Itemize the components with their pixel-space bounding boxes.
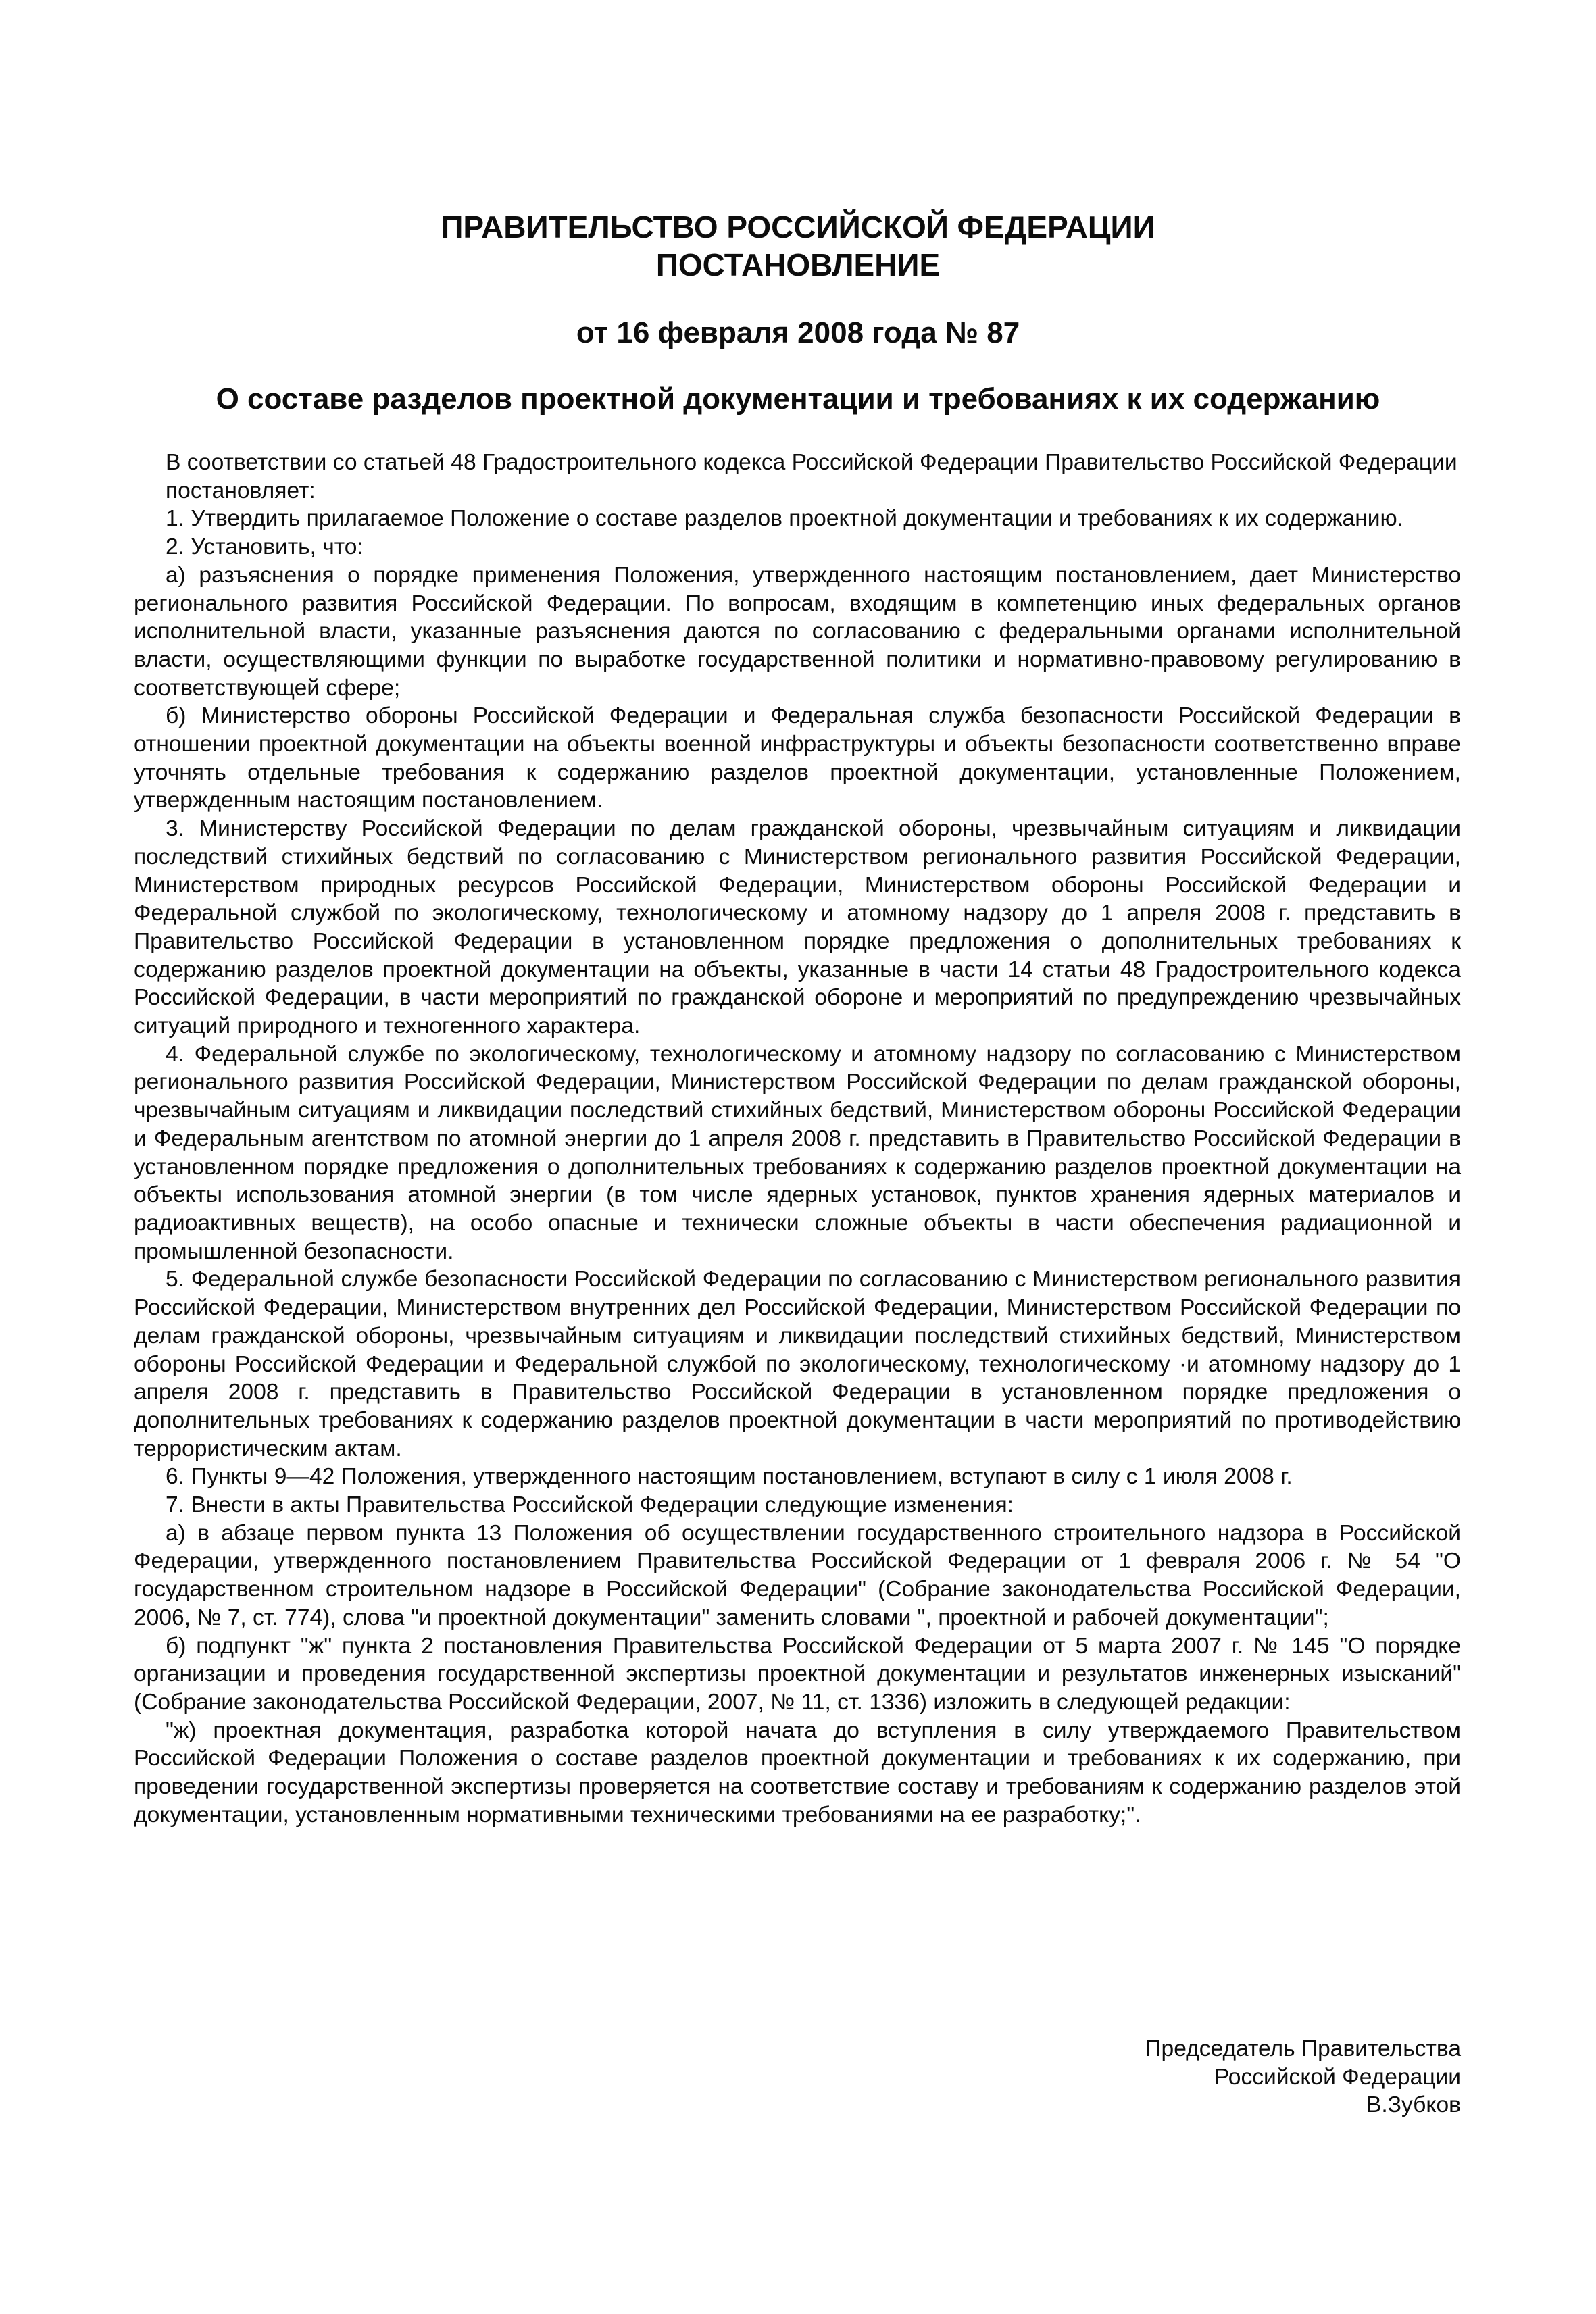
clause-2-a: а) разъяснения о порядке применения Положения, утвержденного настоящим постановлением, дает Министерство регионального развития Российской Федерации. По вопросам, входящим в компетенцию иных федеральных органов исполнительной власти, указанные разъяснения даются по согласованию с федеральными органами исполнительной власти, осуществляющими функции по выработке государственной политики и нормативно-правовому регулированию в соответствующей сфере; [134, 562, 1461, 701]
signatory-position-line-1: Председатель Правительства [1145, 2036, 1461, 2061]
signature-block [1145, 2035, 1461, 2119]
clause-7-b: б) подпункт "ж" пункта 2 постановления Правительства Российской Федерации от 5 марта 2007 г. № 145 "О порядке организации и проведения государственной экспертизы проектной документации и результатов инженерных изысканий" (Собрание законодательства Российской Федерации, 2007, № 11, ст. 1336) изложить в следующей редакции: [134, 1633, 1461, 1715]
clause-1: 1. Утвердить прилагаемое Положение о составе разделов проектной документации и требованиях к их содержанию. [166, 506, 1404, 532]
clause-5: 5. Федеральной службе безопасности Российской Федерации по согласованию с Министерством регионального развития Российской Федерации, Министерством внутренних дел Российской Федерации, Министерством Российской Федерации по делам гражданской обороны, чрезвычайным ситуациям и ликвидации последствий стихийных бедствий, Министерством обороны Российской Федерации и Федеральной службой по экологическому, технологическому ·и атомному надзору до 1 апреля 2008 г. представить в Правительство Российской Федерации в установленном порядке предложения о дополнительных требованиях к содержанию разделов проектной документации в части мероприятий по противодействию террористическим актам. [134, 1267, 1461, 1461]
clause-7-a: а) в абзаце первом пункта 13 Положения об осуществлении государственного строительного надзора в Российской Федерации, утвержденного постановлением Правительства Российской Федерации от 1 февраля 2006 г. № 54 "О государственном строительном надзоре в Российской Федерации" (Собрание законодательства Российской Федерации, 2006, № 7, ст. 774), слова "и проектной документации" заменить словами ", проектной и рабочей документации"; [134, 1520, 1461, 1630]
clause-3: 3. Министерству Российской Федерации по делам гражданской обороны, чрезвычайным ситуациям и ликвидации последствий стихийных бедствий по согласованию с Министерством регионального развития Российской Федерации, Министерством природных ресурсов Российской Федерации, Министерством обороны Российской Федерации и Федеральной службой по экологическому, технологическому и атомному надзору до 1 апреля 2008 г. представить в Правительство Российской Федерации в установленном порядке предложения о дополнительных требованиях к содержанию разделов проектной документации на объекты, указанные в части 14 статьи 48 Градостроительного кодекса Российской Федерации, в части мероприятий по гражданской обороне и мероприятий по предупреждению чрезвычайных ситуаций природного и техногенного характера. [134, 816, 1461, 1039]
preamble-paragraph: В соответствии со статьей 48 Градостроительного кодекса Российской Федерации Правительство Российской Федерации [166, 450, 1457, 475]
clause-2: 2. Установить, что: [166, 534, 364, 560]
document-date-number: от 16 февраля 2008 года № 87 [576, 316, 1020, 349]
decree-word: постановляет: [166, 478, 316, 503]
clause-2-b: б) Министерство обороны Российской Федерации и Федеральная служба безопасности Российской Федерации в отношении проектной документации на объекты военной инфраструктуры и объекты безопасности соответственно вправе уточнять отдельные требования к содержанию разделов проектной документации, установленные Положением, утвержденным настоящим постановлением. [134, 703, 1461, 813]
clause-7-b-quote: "ж) проектная документация, разработка которой начата до вступления в силу утверждаемого Правительством Российской Федерации Положения о составе разделов проектной документации и требованиях к их содержанию, при проведении государственной экспертизы проверяется на соответствие составу и требованиям к содержанию разделов этой документации, установленным нормативными техническими требованиями на ее разработку;". [134, 1717, 1461, 1828]
document-heading [0, 208, 1596, 284]
signatory-position-line-2: Российской Федерации [1214, 2064, 1461, 2090]
document-type-title: ПОСТАНОВЛЕНИЕ [655, 247, 941, 282]
government-title: ПРАВИТЕЛЬСТВО РОССИЙСКОЙ ФЕДЕРАЦИИ [441, 209, 1155, 245]
document-body [134, 449, 1461, 1829]
clause-7: 7. Внести в акты Правительства Российской Федерации следующие изменения: [166, 1492, 1014, 1518]
clause-4: 4. Федеральной службе по экологическому, технологическому и атомному надзору по согласованию с Министерством регионального развития Российской Федерации, Министерством Российской Федерации по делам гражданской обороны, чрезвычайным ситуациям и ликвидации последствий стихийных бедствий, Министерством обороны Российской Федерации и Федеральным агентством по атомной энергии до 1 апреля 2008 г. представить в Правительство Российской Федерации в установленном порядке предложения о дополнительных требованиях к содержанию разделов проектной документации на объекты использования атомной энергии (в том числе ядерных установок, пунктов хранения ядерных материалов и радиоактивных веществ), на особо опасные и технически сложные объекты в части обеспечения радиационной и промышленной безопасности. [134, 1041, 1461, 1264]
clause-6: 6. Пункты 9—42 Положения, утвержденного настоящим постановлением, вступают в силу с 1 июля 2008 г. [166, 1464, 1293, 1490]
signatory-name: В.Зубков [1366, 2092, 1461, 2118]
document-subject-title: О составе разделов проектной документации и требованиях к их содержанию [216, 382, 1380, 416]
